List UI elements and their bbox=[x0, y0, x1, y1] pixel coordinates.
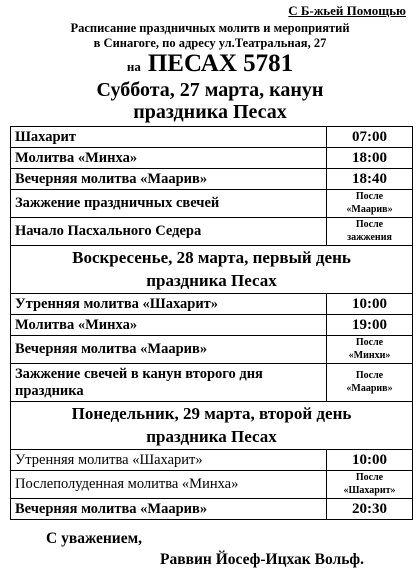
address-line: в Синагоге, по адресу ул.Театральная, 27 bbox=[93, 36, 327, 50]
event-time: 18:00 bbox=[327, 148, 413, 169]
time-line-1: После bbox=[355, 337, 384, 348]
event-name: Молитва «Минха» bbox=[11, 148, 327, 169]
table-row bbox=[11, 471, 413, 499]
table-row bbox=[11, 336, 413, 364]
day1-heading-line1: Суббота, 27 марта, канун bbox=[96, 79, 324, 101]
table-row bbox=[11, 169, 413, 190]
day3-heading bbox=[11, 402, 413, 450]
event-time bbox=[327, 364, 413, 402]
schedule-description: Расписание праздничных молитв и мероприятий bbox=[70, 21, 350, 35]
event-time bbox=[327, 190, 413, 218]
time-line-1: После bbox=[355, 370, 384, 381]
event-name bbox=[11, 364, 327, 402]
time-line-2: зажжения bbox=[347, 231, 392, 243]
table-row bbox=[11, 315, 413, 336]
event-time: 10:00 bbox=[327, 294, 413, 315]
table-row bbox=[11, 218, 413, 246]
event-name: Утренняя молитва «Шахарит» bbox=[11, 294, 327, 315]
time-line-1: После bbox=[355, 219, 384, 230]
holiday-title bbox=[0, 50, 420, 78]
table-row bbox=[11, 127, 413, 148]
time-line-2: «Маарив» bbox=[346, 382, 393, 394]
table-row bbox=[11, 499, 413, 520]
section-heading-row bbox=[11, 402, 413, 450]
time-line-1: После bbox=[355, 472, 384, 483]
time-line-2: «Минхи» bbox=[348, 349, 391, 361]
section-heading-row bbox=[11, 246, 413, 294]
day2-heading-line1: Воскресенье, 28 марта, первый день bbox=[72, 247, 351, 267]
day1-heading-line2: праздника Песах bbox=[133, 101, 287, 123]
signature-name: Раввин Йосеф-Ицхак Вольф. bbox=[160, 551, 364, 568]
event-time: 19:00 bbox=[327, 315, 413, 336]
event-name: Шахарит bbox=[11, 127, 327, 148]
title-main: ПЕСАХ 5781 bbox=[147, 50, 294, 77]
event-name: Утренняя молитва «Шахарит» bbox=[11, 450, 327, 471]
day3-heading-line1: Понедельник, 29 марта, второй день bbox=[71, 403, 352, 423]
event-name: Зажжение праздничных свечей bbox=[11, 190, 327, 218]
time-line-2: «Маарив» bbox=[346, 203, 393, 215]
event-time: 18:40 bbox=[327, 169, 413, 190]
day2-heading bbox=[11, 246, 413, 294]
event-name: Послеполуденная молитва «Минха» bbox=[11, 471, 327, 499]
event-name: Молитва «Минха» bbox=[11, 315, 327, 336]
event-time: 10:00 bbox=[327, 450, 413, 471]
event-name: Начало Пасхального Седера bbox=[11, 218, 327, 246]
event-name-line-1: Зажжение свечей в канун второго дня bbox=[15, 366, 263, 383]
table-row bbox=[11, 294, 413, 315]
event-time bbox=[327, 336, 413, 364]
event-time: 20:30 bbox=[327, 499, 413, 520]
event-time bbox=[327, 218, 413, 246]
event-name: Вечерняя молитва «Маарив» bbox=[11, 499, 327, 520]
event-name: Вечерняя молитва «Маарив» bbox=[11, 169, 327, 190]
event-name: Вечерняя молитва «Маарив» bbox=[11, 336, 327, 364]
blessing-header: С Б-жьей Помощью bbox=[288, 3, 406, 18]
time-line-1: После bbox=[355, 191, 384, 202]
table-row bbox=[11, 450, 413, 471]
day3-heading-line2: праздника Песах bbox=[146, 426, 277, 446]
table-row bbox=[11, 190, 413, 218]
event-name-line-2: праздника bbox=[15, 382, 84, 399]
table-row bbox=[11, 148, 413, 169]
day2-heading-line2: праздника Песах bbox=[146, 270, 277, 290]
table-row bbox=[11, 364, 413, 402]
schedule-table bbox=[10, 126, 413, 520]
title-prefix: на bbox=[126, 59, 141, 74]
event-time bbox=[327, 471, 413, 499]
time-line-2: «Шахарит» bbox=[343, 484, 396, 496]
event-time: 07:00 bbox=[327, 127, 413, 148]
signature-greeting: С уважением, bbox=[46, 530, 143, 547]
